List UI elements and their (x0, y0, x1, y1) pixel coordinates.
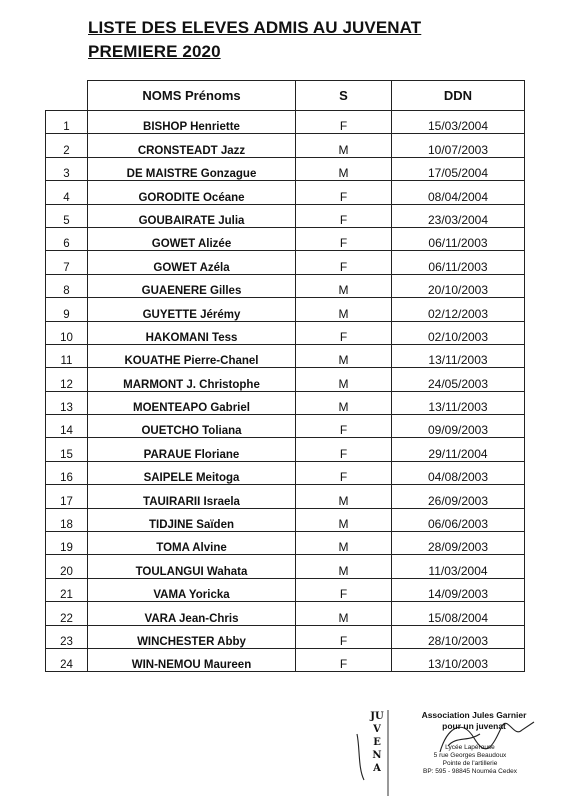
student-sex: M (296, 344, 392, 367)
table-row (46, 368, 525, 391)
row-number: 22 (46, 602, 88, 625)
table-row (46, 508, 525, 531)
student-name: TOMA Alvine (88, 532, 296, 555)
student-name: OUETCHO Toliana (88, 415, 296, 438)
table-row (46, 111, 525, 134)
table-row (46, 578, 525, 601)
row-number: 13 (46, 391, 88, 414)
stamp-association-line2: pour un juvenat (442, 721, 506, 731)
student-dob: 10/07/2003 (392, 134, 525, 157)
student-dob: 06/06/2003 (392, 508, 525, 531)
student-sex: F (296, 321, 392, 344)
row-number: 23 (46, 625, 88, 648)
header-number (46, 81, 88, 111)
student-name: VAMA Yoricka (88, 578, 296, 601)
student-sex: M (296, 508, 392, 531)
student-sex: F (296, 227, 392, 250)
student-name: KOUATHE Pierre-Chanel (88, 344, 296, 367)
table-row (46, 181, 525, 204)
row-number: 20 (46, 555, 88, 578)
student-sex: F (296, 111, 392, 134)
table-row (46, 321, 525, 344)
table-row (46, 485, 525, 508)
student-name: GORODITE Océane (88, 181, 296, 204)
student-dob: 02/10/2003 (392, 321, 525, 344)
student-dob: 06/11/2003 (392, 227, 525, 250)
header-sex: S (296, 81, 392, 111)
stamp-association-line1: Association Jules Garnier (421, 710, 527, 720)
row-number: 19 (46, 532, 88, 555)
student-sex: M (296, 274, 392, 297)
association-stamp (352, 708, 552, 797)
row-number: 12 (46, 368, 88, 391)
table-row (46, 227, 525, 250)
row-number: 21 (46, 578, 88, 601)
student-sex: M (296, 391, 392, 414)
row-number: 11 (46, 344, 88, 367)
row-number: 24 (46, 648, 88, 671)
student-sex: F (296, 461, 392, 484)
stamp-address-line2: 5 rue Georges Beaudoux (433, 752, 507, 759)
student-dob: 13/10/2003 (392, 648, 525, 671)
student-dob: 17/05/2004 (392, 157, 525, 180)
table-row (46, 415, 525, 438)
student-dob: 02/12/2003 (392, 298, 525, 321)
student-sex: M (296, 602, 392, 625)
student-name: DE MAISTRE Gonzague (88, 157, 296, 180)
student-name: GOWET Alizée (88, 227, 296, 250)
student-name: TOULANGUI Wahata (88, 555, 296, 578)
student-name: GUAENERE Gilles (88, 274, 296, 297)
table-row (46, 602, 525, 625)
student-sex: M (296, 368, 392, 391)
row-number: 5 (46, 204, 88, 227)
student-dob: 09/09/2003 (392, 415, 525, 438)
student-dob: 13/11/2003 (392, 391, 525, 414)
document-subtitle: PREMIERE 2020 (88, 42, 221, 61)
student-dob: 11/03/2004 (392, 555, 525, 578)
student-dob: 28/10/2003 (392, 625, 525, 648)
students-table (45, 80, 525, 672)
table-row (46, 134, 525, 157)
header-dob: DDN (392, 81, 525, 111)
student-name: BISHOP Henriette (88, 111, 296, 134)
row-number: 6 (46, 227, 88, 250)
student-sex: F (296, 648, 392, 671)
table-row (46, 344, 525, 367)
student-dob: 23/03/2004 (392, 204, 525, 227)
student-name: VARA Jean-Chris (88, 602, 296, 625)
student-name: GOWET Azéla (88, 251, 296, 274)
row-number: 14 (46, 415, 88, 438)
student-sex: M (296, 298, 392, 321)
row-number: 4 (46, 181, 88, 204)
student-dob: 06/11/2003 (392, 251, 525, 274)
table-row (46, 391, 525, 414)
row-number: 18 (46, 508, 88, 531)
student-dob: 29/11/2004 (392, 438, 525, 461)
student-name: WIN-NEMOU Maureen (88, 648, 296, 671)
student-name: HAKOMANI Tess (88, 321, 296, 344)
table-row (46, 298, 525, 321)
table-row (46, 204, 525, 227)
student-name: GUYETTE Jérémy (88, 298, 296, 321)
student-sex: M (296, 157, 392, 180)
student-dob: 14/09/2003 (392, 578, 525, 601)
student-sex: M (296, 532, 392, 555)
student-dob: 24/05/2003 (392, 368, 525, 391)
table-row (46, 461, 525, 484)
student-name: CRONSTEADT Jazz (88, 134, 296, 157)
row-number: 8 (46, 274, 88, 297)
student-name: PARAUE Floriane (88, 438, 296, 461)
table-row (46, 251, 525, 274)
row-number: 7 (46, 251, 88, 274)
student-sex: F (296, 625, 392, 648)
row-number: 10 (46, 321, 88, 344)
student-sex: F (296, 204, 392, 227)
student-dob: 20/10/2003 (392, 274, 525, 297)
student-name: TAUIRARII Israela (88, 485, 296, 508)
student-dob: 15/03/2004 (392, 111, 525, 134)
student-name: GOUBAIRATE Julia (88, 204, 296, 227)
student-sex: F (296, 251, 392, 274)
stamp-address (400, 744, 540, 776)
student-name: SAIPELE Meitoga (88, 461, 296, 484)
student-name: TIDJINE Saïden (88, 508, 296, 531)
student-sex: F (296, 438, 392, 461)
student-name: WINCHESTER Abby (88, 625, 296, 648)
row-number: 1 (46, 111, 88, 134)
student-sex: F (296, 415, 392, 438)
row-number: 17 (46, 485, 88, 508)
row-number: 3 (46, 157, 88, 180)
student-sex: F (296, 181, 392, 204)
table-row (46, 438, 525, 461)
student-sex: M (296, 485, 392, 508)
student-dob: 15/08/2004 (392, 602, 525, 625)
table-row (46, 157, 525, 180)
student-dob: 04/08/2003 (392, 461, 525, 484)
student-dob: 28/09/2003 (392, 532, 525, 555)
student-sex: M (296, 555, 392, 578)
student-name: MOENTEAPO Gabriel (88, 391, 296, 414)
table-row (46, 648, 525, 671)
document-title: LISTE DES ELEVES ADMIS AU JUVENAT (88, 18, 422, 37)
table-row (46, 532, 525, 555)
stamp-vertical-text: JUVENA (370, 711, 384, 774)
student-sex: F (296, 578, 392, 601)
row-number: 2 (46, 134, 88, 157)
header-name: NOMS Prénoms (88, 81, 296, 111)
student-dob: 13/11/2003 (392, 344, 525, 367)
student-dob: 26/09/2003 (392, 485, 525, 508)
row-number: 15 (46, 438, 88, 461)
table-row (46, 625, 525, 648)
student-name: MARMONT J. Christophe (88, 368, 296, 391)
row-number: 16 (46, 461, 88, 484)
table-header-row (46, 81, 525, 111)
row-number: 9 (46, 298, 88, 321)
table-row (46, 555, 525, 578)
stamp-address-line4: BP: 595 - 98845 Nouméa Cedex (423, 768, 517, 775)
student-dob: 08/04/2004 (392, 181, 525, 204)
student-sex: M (296, 134, 392, 157)
stamp-address-line3: Pointe de l'artillerie (442, 760, 498, 767)
stamp-association (399, 710, 549, 732)
stamp-address-line1: Lycée Lapérouse (445, 744, 495, 751)
table-row (46, 274, 525, 297)
